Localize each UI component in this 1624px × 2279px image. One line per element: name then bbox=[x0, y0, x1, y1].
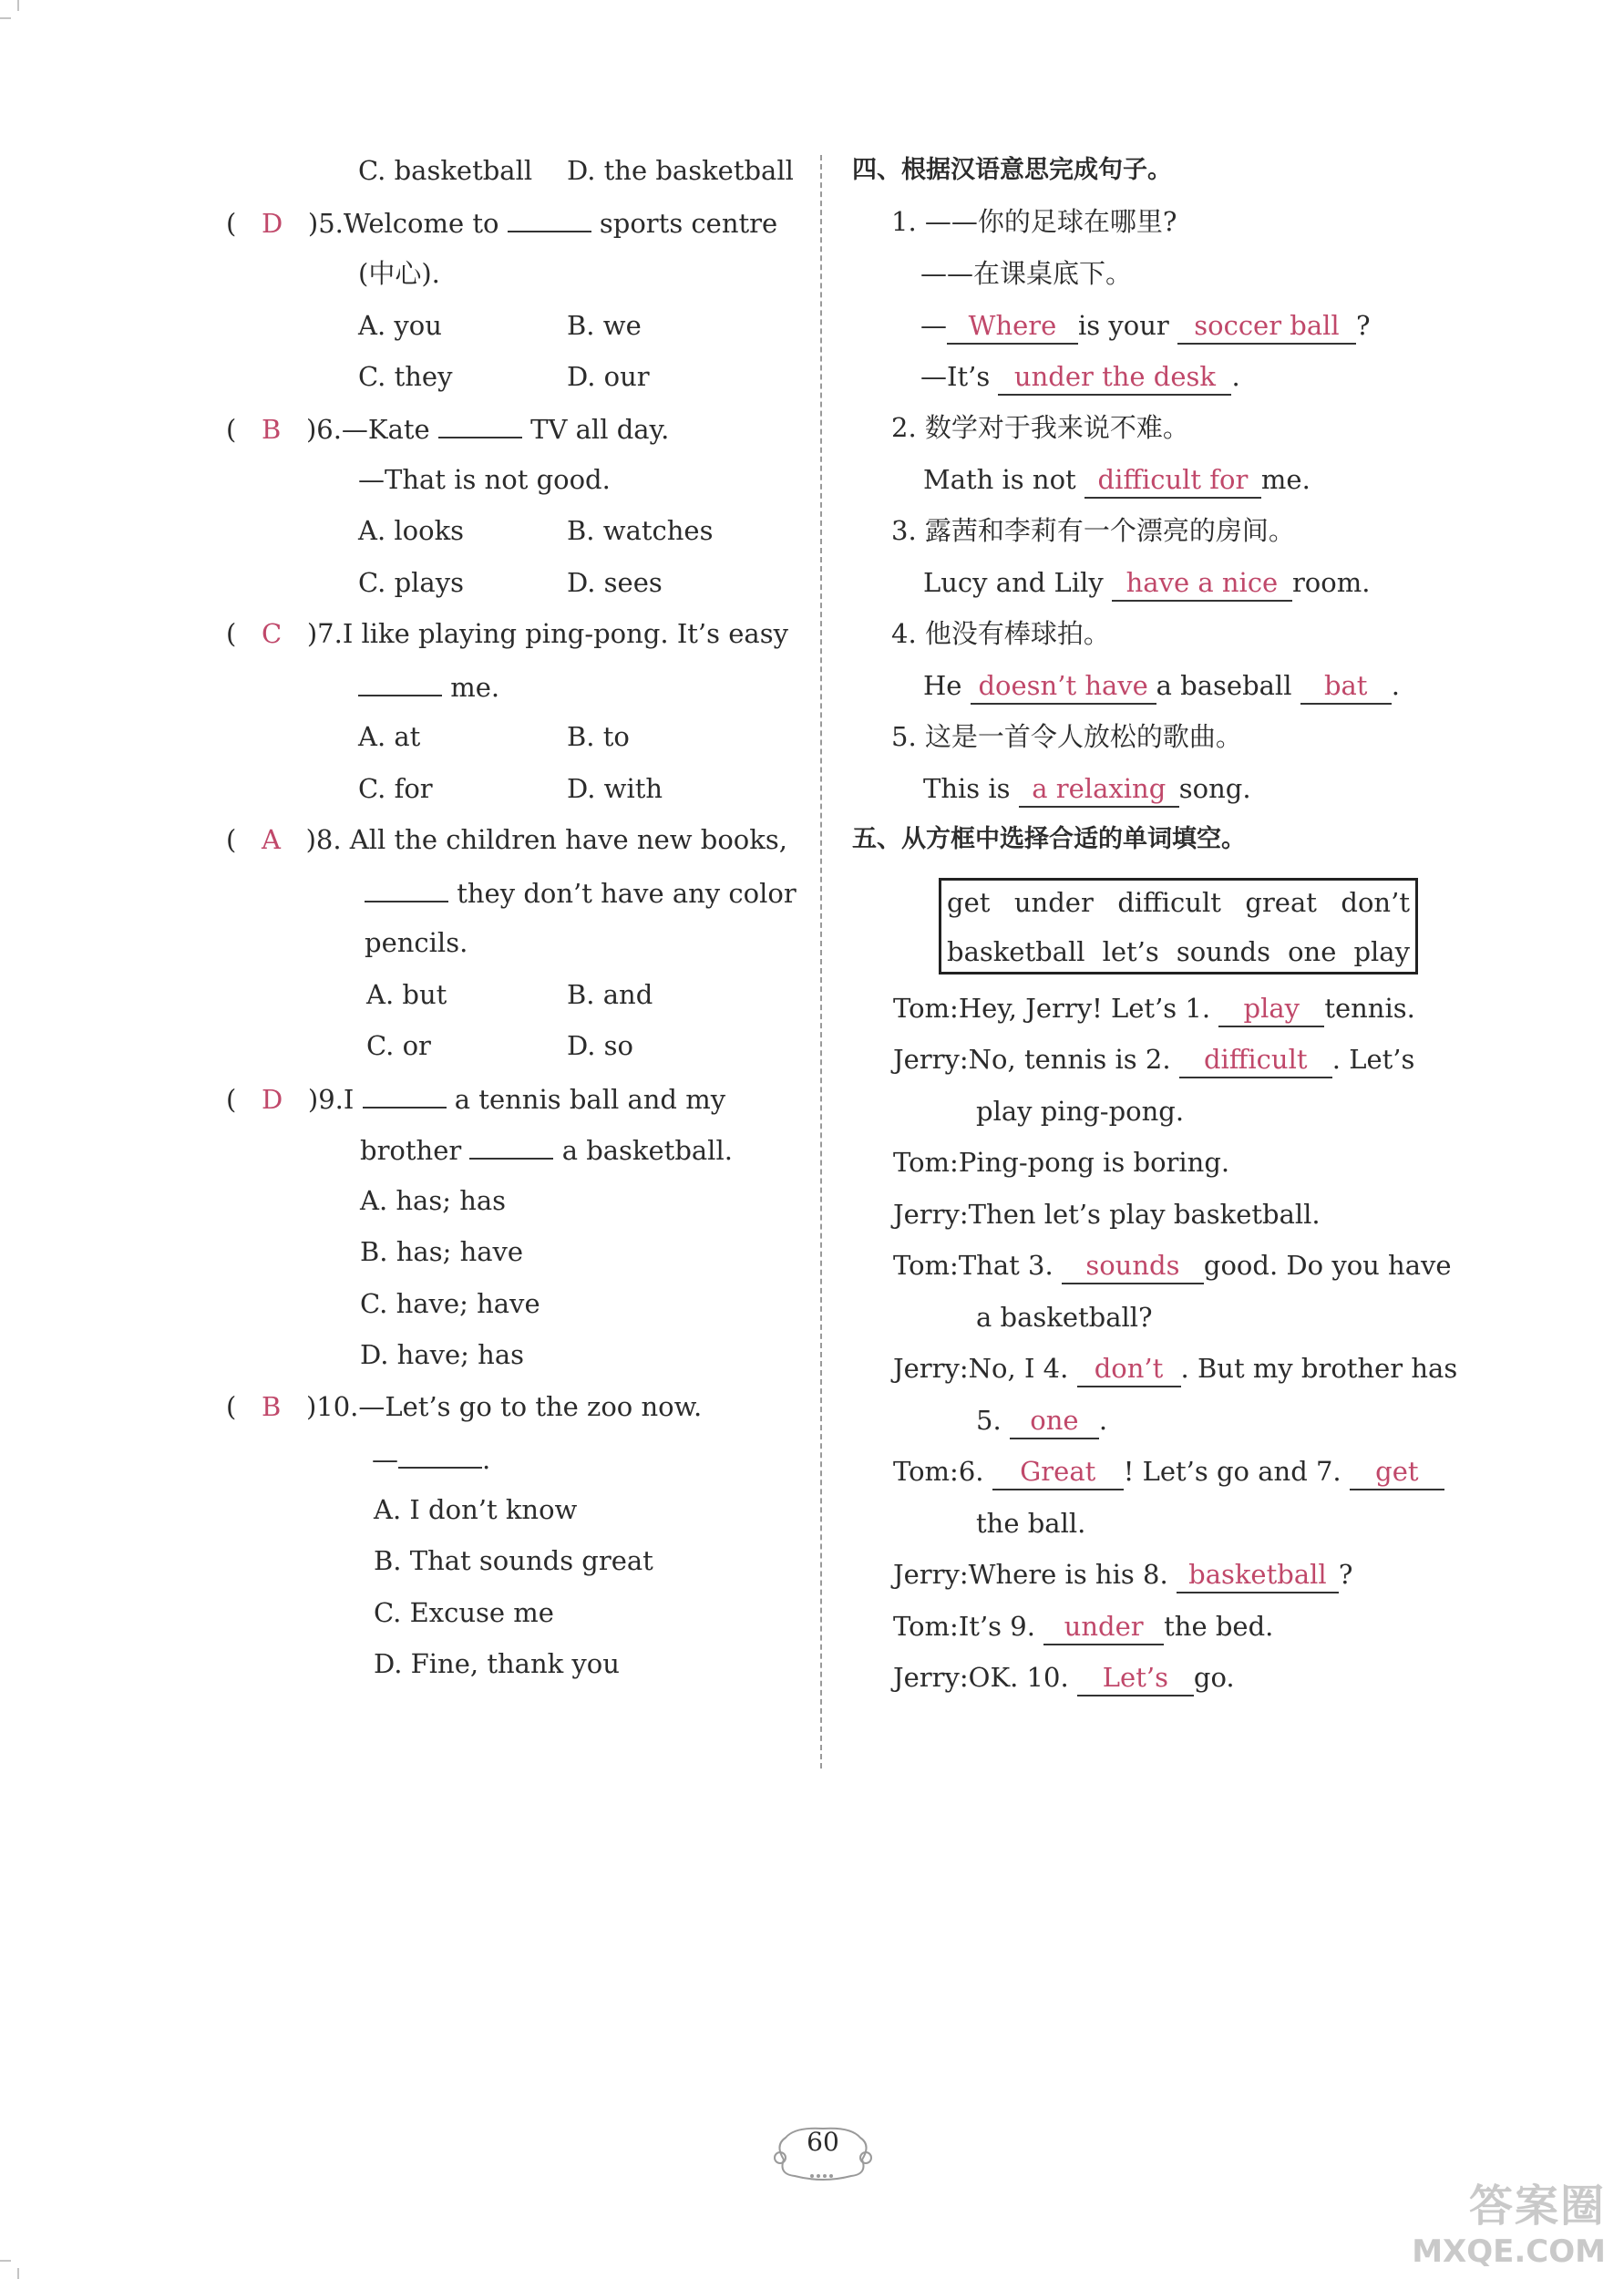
question-10: ( B )10.—Let’s go to the zoo now. bbox=[226, 1391, 703, 1422]
answer-blank: Let’s bbox=[1077, 1662, 1194, 1696]
s4-item1-chinese-a: ——在课桌底下。 bbox=[920, 258, 1133, 289]
s4-item3-chinese: 3. 露茜和李莉有一个漂亮的房间。 bbox=[891, 515, 1295, 546]
page-number-badge bbox=[767, 2119, 879, 2192]
answer-blank: Great bbox=[992, 1456, 1124, 1490]
answer-6: B bbox=[261, 414, 282, 445]
q5-options-row1: A. you B. we bbox=[358, 310, 642, 341]
page-number: 60 bbox=[807, 2127, 839, 2157]
q7-options-row2: C. for D. with bbox=[358, 773, 663, 804]
question-6: ( B )6.—Kate TV all day. bbox=[226, 409, 669, 448]
answer-blank: sounds bbox=[1062, 1250, 1204, 1284]
dialogue-line-6-cont: 5. one . bbox=[976, 1402, 1107, 1439]
answer-blank: bat bbox=[1300, 670, 1392, 705]
answer-7: C bbox=[261, 618, 283, 649]
dialogue-line-5: Tom:That 3. sounds good. Do you have bbox=[893, 1247, 1452, 1284]
dialogue-line-7-cont: the ball. bbox=[976, 1508, 1086, 1539]
answer-blank: Where bbox=[947, 310, 1078, 345]
answer-blank: doesn’t have bbox=[971, 670, 1156, 705]
s4-item2-chinese: 2. 数学对于我来说不难。 bbox=[891, 412, 1189, 443]
answer-10: B bbox=[261, 1391, 282, 1422]
q8-line3: pencils. bbox=[365, 927, 468, 958]
s4-item4-english: He doesn’t have a baseball bat . bbox=[923, 667, 1400, 705]
q6-reply: —That is not good. bbox=[358, 464, 611, 495]
q9-option-b: B. has; have bbox=[360, 1236, 524, 1267]
answer-blank: one bbox=[1010, 1405, 1099, 1439]
q7-options-row1: A. at B. to bbox=[358, 721, 630, 752]
blank bbox=[365, 873, 448, 902]
q6-options-row2: C. plays D. sees bbox=[358, 567, 663, 598]
section-4-title: 四、根据汉语意思完成句子。 bbox=[852, 156, 1172, 184]
column-divider bbox=[820, 155, 822, 1769]
dialogue-line-1: Tom:Hey, Jerry! Let’s 1. play tennis. bbox=[893, 990, 1415, 1027]
answer-blank: don’t bbox=[1077, 1353, 1181, 1387]
q10-option-d: D. Fine, thank you bbox=[374, 1648, 620, 1679]
dialogue-line-8: Jerry:Where is his 8. basketball ? bbox=[893, 1556, 1352, 1593]
blank bbox=[398, 1439, 482, 1469]
q8-options-row1: A. but B. and bbox=[366, 979, 653, 1010]
answer-blank: play bbox=[1218, 993, 1324, 1027]
q9-line2: brother a basketball. bbox=[360, 1130, 733, 1169]
s4-item1-english-a: —It’s under the desk . bbox=[920, 358, 1240, 396]
q10-option-b: B. That sounds great bbox=[374, 1545, 653, 1576]
q9-option-a: A. has; has bbox=[360, 1185, 507, 1216]
blank bbox=[358, 667, 442, 696]
dialogue-line-2: Jerry:No, tennis is 2. difficult . Let’s bbox=[893, 1041, 1414, 1078]
answer-blank: soccer ball bbox=[1177, 310, 1356, 345]
crop-mark-bottom-left bbox=[0, 2252, 27, 2279]
q10-option-c: C. Excuse me bbox=[374, 1597, 554, 1628]
q5-options-row2: C. they D. our bbox=[358, 361, 650, 392]
word-bank-box bbox=[939, 878, 1418, 975]
q5-note: (中心). bbox=[358, 258, 440, 289]
watermark-logo: 答案圈 MXQE.COM bbox=[1412, 2181, 1606, 2270]
dialogue-line-3: Tom:Ping-pong is boring. bbox=[893, 1147, 1230, 1178]
question-9: ( D )9.I a tennis ball and my bbox=[226, 1079, 725, 1118]
q4-options: C. basketball D. the basketball bbox=[358, 155, 794, 186]
q9-option-c: C. have; have bbox=[360, 1288, 540, 1319]
s4-item4-chinese: 4. 他没有棒球拍。 bbox=[891, 618, 1110, 649]
q8-options-row2: C. or D. so bbox=[366, 1030, 633, 1061]
blank bbox=[438, 409, 522, 438]
dialogue-line-10: Jerry:OK. 10. Let’s go. bbox=[893, 1659, 1235, 1696]
answer-blank: under bbox=[1043, 1611, 1164, 1645]
dialogue-line-5-cont: a basketball? bbox=[976, 1302, 1153, 1333]
answer-blank: have a nice bbox=[1112, 567, 1292, 602]
answer-5: D bbox=[261, 208, 283, 239]
section-5-title: 五、从方框中选择合适的单词填空。 bbox=[852, 825, 1246, 853]
dialogue-line-9: Tom:It’s 9. under the bed. bbox=[893, 1608, 1273, 1645]
word-bank-row-1: get under difficult great don’t bbox=[947, 887, 1410, 918]
answer-blank: difficult bbox=[1179, 1044, 1332, 1078]
s4-item5-chinese: 5. 这是一首令人放松的歌曲。 bbox=[891, 721, 1242, 752]
answer-9: D bbox=[261, 1084, 283, 1115]
s4-item2-english: Math is not difficult for me. bbox=[923, 461, 1311, 499]
question-7: ( C )7.I like playing ping-pong. It’s easy bbox=[226, 618, 788, 649]
s4-item1-english-q: — Where is your soccer ball ? bbox=[920, 307, 1371, 345]
s4-item3-english: Lucy and Lily have a nice room. bbox=[923, 564, 1370, 602]
q10-option-a: A. I don’t know bbox=[374, 1494, 578, 1525]
s4-item5-english: This is a relaxing song. bbox=[923, 770, 1251, 808]
answer-blank: difficult for bbox=[1084, 464, 1261, 499]
dialogue-line-2-cont: play ping-pong. bbox=[976, 1096, 1185, 1127]
q8-line2: they don’t have any color bbox=[365, 873, 797, 912]
word-bank-row-2: basketball let’s sounds one play bbox=[947, 936, 1410, 967]
q9-option-d: D. have; has bbox=[360, 1339, 525, 1370]
answer-blank: a relaxing bbox=[1019, 773, 1179, 808]
s4-item1-chinese-q: 1. ——你的足球在哪里? bbox=[891, 206, 1177, 237]
blank bbox=[469, 1130, 553, 1160]
question-8: ( A )8. All the children have new books, bbox=[226, 824, 787, 855]
blank bbox=[363, 1079, 447, 1109]
answer-blank: under the desk bbox=[998, 361, 1231, 396]
answer-blank: basketball bbox=[1177, 1559, 1339, 1593]
answer-8: A bbox=[261, 824, 281, 855]
answer-blank: get bbox=[1350, 1456, 1444, 1490]
question-5: ( D )5.Welcome to sports centre bbox=[226, 203, 777, 242]
dialogue-line-7: Tom:6. Great ! Let’s go and 7. get bbox=[893, 1453, 1444, 1490]
q6-options-row1: A. looks B. watches bbox=[358, 515, 714, 546]
q10-line2: — . bbox=[372, 1439, 490, 1478]
blank bbox=[508, 203, 591, 232]
q7-line2: me. bbox=[358, 667, 499, 706]
dialogue-line-4: Jerry:Then let’s play basketball. bbox=[893, 1199, 1321, 1230]
dialogue-line-6: Jerry:No, I 4. don’t . But my brother has bbox=[893, 1350, 1457, 1387]
crop-mark-top-left bbox=[0, 0, 27, 27]
